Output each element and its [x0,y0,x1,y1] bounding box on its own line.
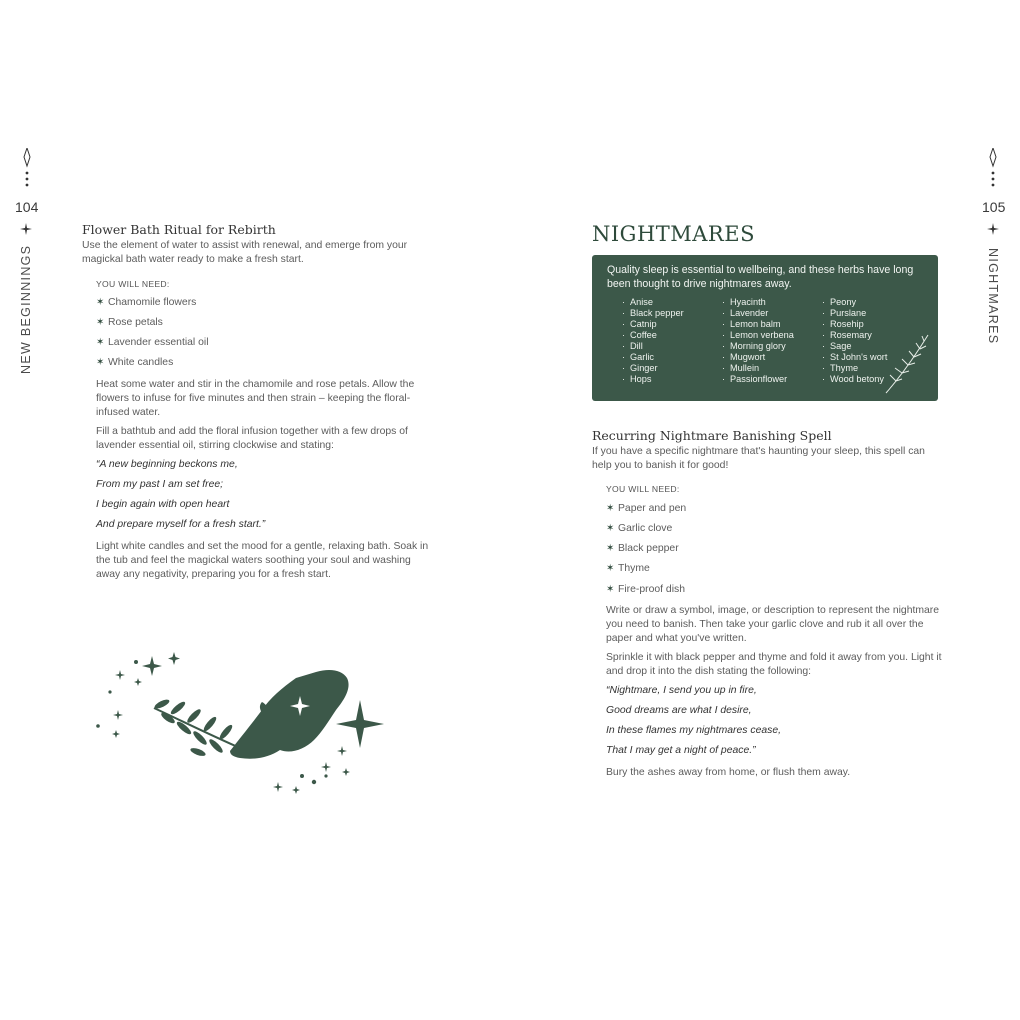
left-quote-line: And prepare myself for a fresh start.” [96,519,266,530]
list-item: · Ginger [622,363,658,373]
herb-column [722,297,794,385]
right-quote-line: Good dreams are what I desire, [606,705,752,716]
right-intro: If you have a specific nightmare that's haunting your sleep, this spell can help you to banish it for good! [592,446,925,471]
rosemary-sprig-icon [882,331,934,402]
sparkle-icon: ✶ [606,584,615,595]
list-item: · Lemon balm [722,319,781,329]
list-item: ✶ Black pepper [606,543,679,554]
list-item: · Mullein [722,363,760,373]
list-item: ✶ Lavender essential oil [96,337,209,348]
list-item: · Lemon verbena [722,330,794,340]
list-item: · Passionflower [722,374,788,384]
list-item: ✶ Chamomile flowers [96,297,197,308]
herb-column [622,297,684,385]
right-page-number: 105 [982,199,1006,215]
list-item: · Catnip [622,319,657,329]
right-paragraph-1: Write or draw a symbol, image, or description to represent the nightmare you need to banish. Then take your garlic clove and rub it all over the paper and what you've written. [606,605,940,644]
list-item: · Rosemary [822,330,872,340]
left-quote-line: “A new beginning beckons me, [96,459,238,470]
list-item: · Mugwort [722,352,766,362]
right-you-will-need: YOU WILL NEED: [606,484,680,494]
sparkle-icon: ✶ [606,523,615,534]
list-item: ✶ Fire-proof dish [606,584,685,595]
sparkle-icon: ✶ [96,297,105,308]
list-item: · Hyacinth [722,297,766,307]
list-item: · Lavender [722,308,769,318]
left-paragraph-3: Light white candles and set the mood for a gentle, relaxing bath. Soak in the tub and feel the magickal waters soothing your soul and washing away any negativity, preparing you for a fresh start. [96,541,429,580]
sparkle-icon: ✶ [96,317,105,328]
hand-with-herbs-illustration [90,648,400,808]
list-item: · St John's wort [822,352,888,362]
sparkle-icon: ✶ [96,337,105,348]
list-item: · Anise [622,297,653,307]
left-sparkle-icon [20,222,32,240]
right-quote-line: “Nightmare, I send you up in fire, [606,685,757,696]
left-quote-line: I begin again with open heart [96,499,230,510]
list-item: · Black pepper [622,308,684,318]
sparkle-icon: ✶ [96,357,105,368]
left-you-will-need: YOU WILL NEED: [96,279,170,289]
list-item: · Garlic [622,352,654,362]
sparkle-icon: ✶ [606,563,615,574]
left-quote-line: From my past I am set free; [96,479,224,490]
list-item: · Morning glory [722,341,786,351]
herb-column [822,297,887,385]
list-item: ✶ White candles [96,357,174,368]
list-item: · Peony [822,297,857,307]
left-section-title: Flower Bath Ritual for Rebirth [82,222,276,237]
left-page-number: 104 [15,199,39,215]
chapter-title: NIGHTMARES [592,222,755,246]
list-item: ✶ Rose petals [96,317,163,328]
herbs-box [592,255,938,401]
sparkle-icon: ✶ [606,503,615,514]
left-paragraph-2: Fill a bathtub and add the floral infusion together with a few drops of lavender essential oil, stirring clockwise and stating: [96,426,408,451]
left-paragraph-1: Heat some water and stir in the chamomile and rose petals. Allow the flowers to infuse for five minutes and then strain – keeping the floral-infused water. [96,379,415,418]
list-item: ✶ Thyme [606,563,650,574]
list-item: · Rosehip [822,319,864,329]
list-item: · Dill [622,341,643,351]
list-item: · Purslane [822,308,867,318]
list-item: · Hops [622,374,652,384]
list-item: · Sage [822,341,852,351]
right-quote-line: That I may get a night of peace.” [606,745,756,756]
left-running-head: NEW BEGINNINGS [19,244,33,374]
list-item: · Coffee [622,330,657,340]
herbs-box-intro: Quality sleep is essential to wellbeing, and these herbs have long been thought to drive nightmares away. [607,264,914,290]
sparkle-icon: ✶ [606,543,615,554]
list-item: · Wood betony [822,374,884,384]
left-ornament-icon [20,148,34,192]
left-intro: Use the element of water to assist with renewal, and emerge from your magickal bath water ready to make a fresh start. [82,240,408,265]
right-paragraph-3: Bury the ashes away from home, or flush them away. [606,767,851,778]
right-section-title: Recurring Nightmare Banishing Spell [592,428,832,443]
list-item: · Thyme [822,363,859,373]
right-paragraph-2: Sprinkle it with black pepper and thyme and fold it away from you. Light it and drop it into the dish stating the following: [606,652,942,677]
right-running-head: NIGHTMARES [986,248,1000,345]
list-item: ✶ Paper and pen [606,503,687,514]
right-quote-line: In these flames my nightmares cease, [606,725,781,736]
list-item: ✶ Garlic clove [606,523,673,534]
right-ornament-icon [986,148,1000,192]
right-sparkle-icon [987,222,999,240]
